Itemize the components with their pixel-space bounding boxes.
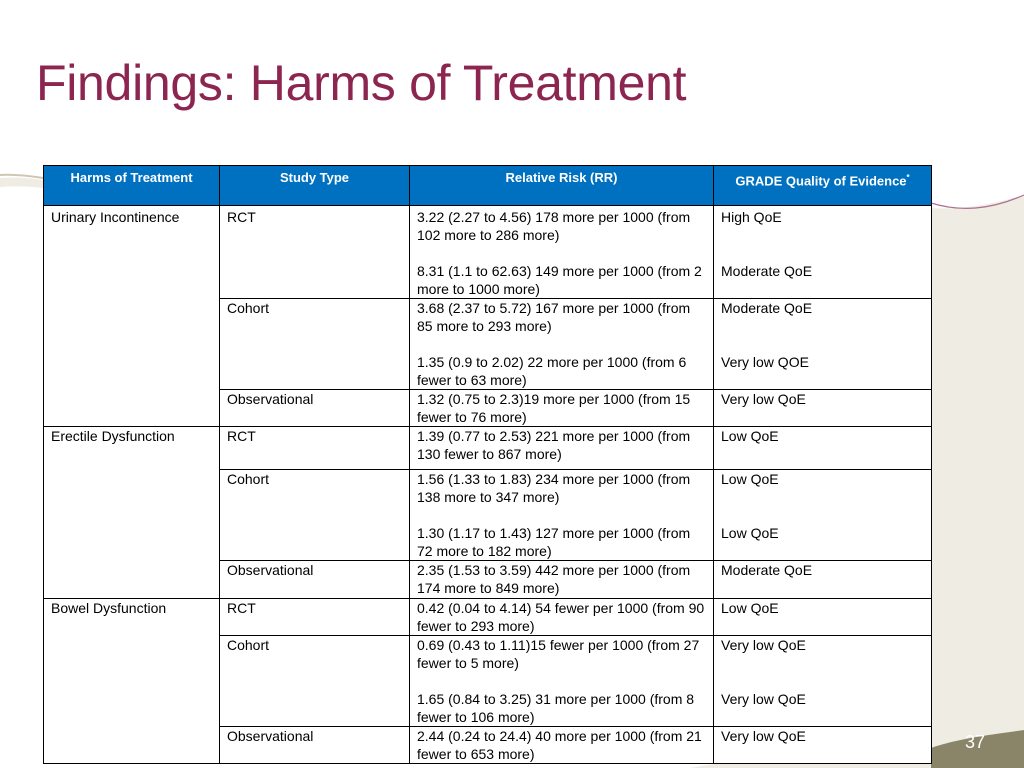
rr-cell: [410, 206, 714, 299]
harm-cell: Bowel Dysfunction: [44, 599, 220, 764]
page-title: Findings: Harms of Treatment: [36, 55, 687, 111]
rr-value: 0.69 (0.43 to 1.11)15 fewer per 1000 (from 27 fewer to 5 more): [417, 637, 700, 671]
rr-value: 8.31 (1.1 to 62.63) 149 more per 1000 (from 2 more to 1000 more): [417, 263, 702, 297]
rr-cell: 2.44 (0.24 to 24.4) 40 more per 1000 (from 21 fewer to 653 more): [410, 727, 714, 764]
grade-cell: [714, 206, 932, 299]
grade-cell: [714, 636, 932, 727]
rr-value: 1.35 (0.9 to 2.02) 22 more per 1000 (from 6 fewer to 63 more): [417, 354, 687, 388]
header-grade-label: GRADE Quality of Evidence: [735, 173, 907, 189]
grade-cell: [714, 470, 932, 561]
grade-cell: Low QoE: [714, 599, 932, 636]
study-type-cell: RCT: [220, 427, 410, 470]
grade-value: Low QoE: [721, 471, 779, 487]
table-row: [44, 206, 932, 299]
study-type-cell: Observational: [220, 390, 410, 427]
grade-value: Moderate QoE: [721, 263, 813, 279]
header-grade-footnote-mark: *: [906, 173, 910, 182]
grade-value: Low QoE: [721, 525, 779, 541]
study-type-cell: Observational: [220, 727, 410, 764]
grade-value: Very low QoE: [721, 637, 806, 653]
header-grade: [714, 166, 932, 206]
header-study-type: Study Type: [220, 166, 410, 206]
harm-cell: Erectile Dysfunction: [44, 427, 220, 599]
header-relative-risk: Relative Risk (RR): [410, 166, 714, 206]
table-row: [44, 427, 932, 470]
rr-value: 1.56 (1.33 to 1.83) 234 more per 1000 (from 138 more to 347 more): [417, 471, 691, 505]
rr-cell: 0.42 (0.04 to 4.14) 54 fewer per 1000 (from 90 fewer to 293 more): [410, 599, 714, 636]
grade-cell: Moderate QoE: [714, 561, 932, 599]
harm-cell: Urinary Incontinence: [44, 206, 220, 427]
grade-cell: Low QoE: [714, 427, 932, 470]
study-type-cell: RCT: [220, 206, 410, 299]
rr-value: 3.68 (2.37 to 5.72) 167 more per 1000 (from 85 more to 293 more): [417, 300, 691, 334]
study-type-cell: Cohort: [220, 470, 410, 561]
table-row: [44, 599, 932, 636]
grade-value: Very low QoE: [721, 691, 806, 707]
rr-cell: [410, 636, 714, 727]
header-harms: Harms of Treatment: [44, 166, 220, 206]
grade-cell: Very low QoE: [714, 727, 932, 764]
study-type-cell: RCT: [220, 599, 410, 636]
grade-cell: Very low QoE: [714, 390, 932, 427]
rr-cell: [410, 299, 714, 390]
rr-cell: [410, 470, 714, 561]
table-header-row: [44, 166, 932, 206]
study-type-cell: Cohort: [220, 299, 410, 390]
study-type-cell: Observational: [220, 561, 410, 599]
harms-table: [43, 165, 932, 764]
grade-cell: [714, 299, 932, 390]
rr-cell: 1.32 (0.75 to 2.3)19 more per 1000 (from 15 fewer to 76 more): [410, 390, 714, 427]
rr-value: 1.30 (1.17 to 1.43) 127 more per 1000 (from 72 more to 182 more): [417, 525, 691, 559]
grade-value: High QoE: [721, 209, 782, 225]
rr-cell: 2.35 (1.53 to 3.59) 442 more per 1000 (from 174 more to 849 more): [410, 561, 714, 599]
study-type-cell: Cohort: [220, 636, 410, 727]
rr-value: 1.65 (0.84 to 3.25) 31 more per 1000 (from 8 fewer to 106 more): [417, 691, 695, 725]
slide-number: 37: [965, 732, 986, 752]
grade-value: Moderate QoE: [721, 300, 813, 316]
rr-cell: 1.39 (0.77 to 2.53) 221 more per 1000 (from 130 fewer to 867 more): [410, 427, 714, 470]
grade-value: Very low QOE: [721, 354, 809, 370]
rr-value: 3.22 (2.27 to 4.56) 178 more per 1000 (from 102 more to 286 more): [417, 209, 691, 243]
